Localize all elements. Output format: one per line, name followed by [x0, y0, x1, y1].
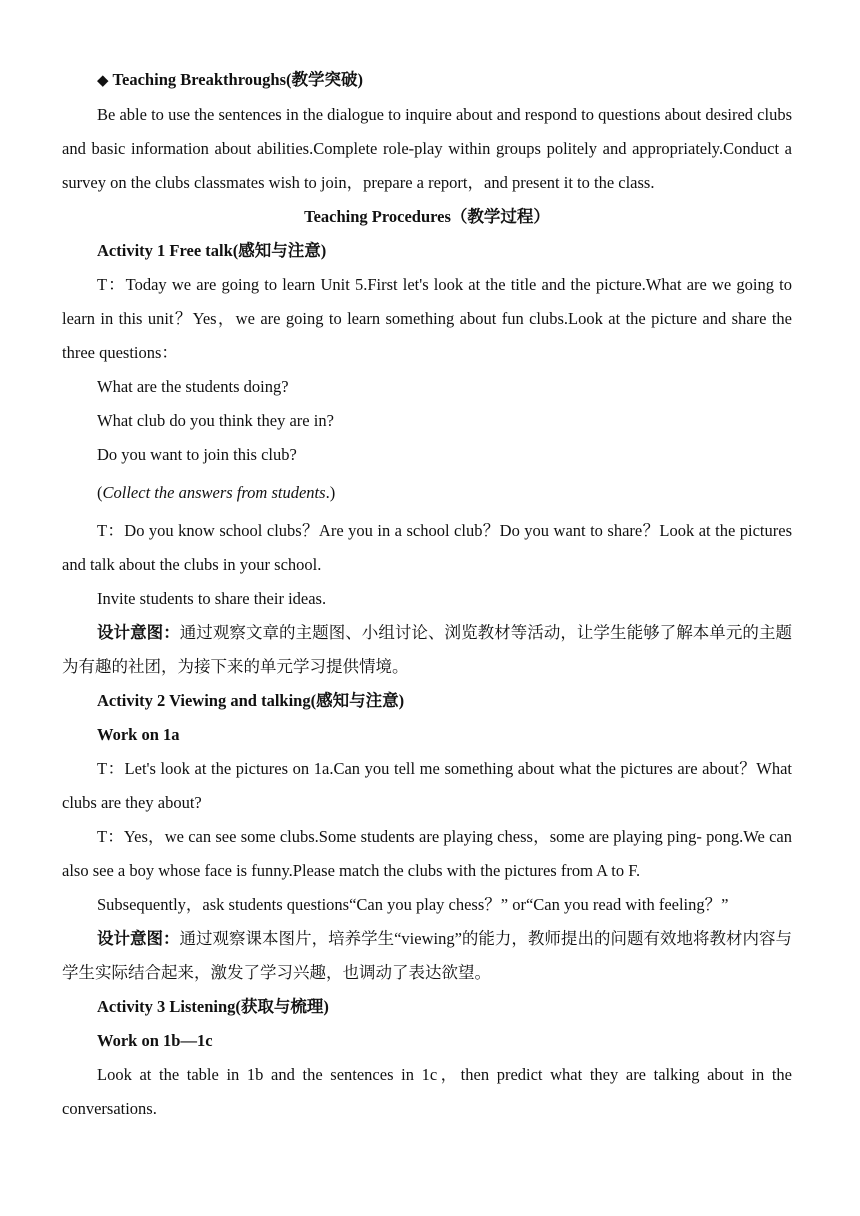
breakthroughs-heading: [62, 63, 792, 98]
work-on-1a: Work on 1a: [97, 725, 180, 744]
work-on-1b-1c: Work on 1b—1c: [97, 1031, 213, 1050]
activity2-t2: T：Yes，we can see some clubs.Some students are playing chess，some are playing ping- pong.We can also see a boy whose face is funny.Please match the clubs with the pictures from A to F.: [62, 827, 792, 880]
collect-close-paren: .): [325, 483, 336, 502]
question-1: What are the students doing?: [97, 377, 289, 396]
document-body: [62, 63, 792, 1126]
invite-students: Invite students to share their ideas.: [97, 589, 327, 608]
activity2-t1: T：Let's look at the pictures on 1a.Can you tell me something about what the pictures are about？What clubs are they about?: [62, 759, 792, 812]
breakthroughs-heading-text: Teaching Breakthroughs(教学突破): [112, 70, 363, 89]
activity3-heading: Activity 3 Listening(获取与梳理): [97, 997, 329, 1016]
activity2-heading: Activity 2 Viewing and talking(感知与注意): [97, 691, 405, 710]
design-intent-text: 通过观察文章的主题图、小组讨论、浏览教材等活动，让学生能够了解本单元的主题为有趣的社团，为接下来的单元学习提供情境。: [62, 623, 793, 676]
design-intent-text: 通过观察课本图片，培养学生“viewing”的能力，教师提出的问题有效地将教材内容与学生实际结合起来，激发了学习兴趣，也调动了表达欲望。: [62, 929, 792, 982]
design-intent-label: 设计意图：: [97, 623, 180, 642]
school-clubs-paragraph: T：Do you know school clubs？Are you in a school club？Do you want to share？Look at the pictures and talk about the clubs in your school.: [62, 521, 792, 574]
design-intent-label: 设计意图：: [97, 929, 180, 948]
design-intent-2: [62, 922, 792, 990]
activity1-heading: Activity 1 Free talk(感知与注意): [97, 241, 327, 260]
question-3: Do you want to join this club?: [97, 445, 297, 464]
diamond-bullet-icon: ◆: [97, 73, 109, 89]
breakthroughs-body: Be able to use the sentences in the dialogue to inquire about and respond to questions about desired clubs and basic information about abilities.Complete role-play within groups politely and appropriately.Conduct a survey on the clubs classmates wish to join，prepare a report，and present it to the class.: [62, 105, 792, 192]
collect-answers-note: [62, 476, 792, 510]
collect-answers-text: Collect the answers from students: [102, 483, 326, 502]
design-intent-1: [62, 616, 792, 684]
activity3-text: Look at the table in 1b and the sentences in 1c，then predict what they are talking about in the conversations.: [62, 1065, 792, 1118]
collect-open-paren: (: [97, 483, 103, 502]
subsequently-paragraph: Subsequently，ask students questions“Can you play chess？” or“Can you read with feeling？”: [97, 895, 729, 914]
activity1-intro: T：Today we are going to learn Unit 5.First let's look at the title and the picture.What are we going to learn in this unit？Yes，we are going to learn something about fun clubs.Look at the picture and share the three questions：: [62, 275, 792, 362]
question-2: What club do you think they are in?: [97, 411, 334, 430]
procedures-title: Teaching Procedures（教学过程）: [304, 207, 550, 226]
